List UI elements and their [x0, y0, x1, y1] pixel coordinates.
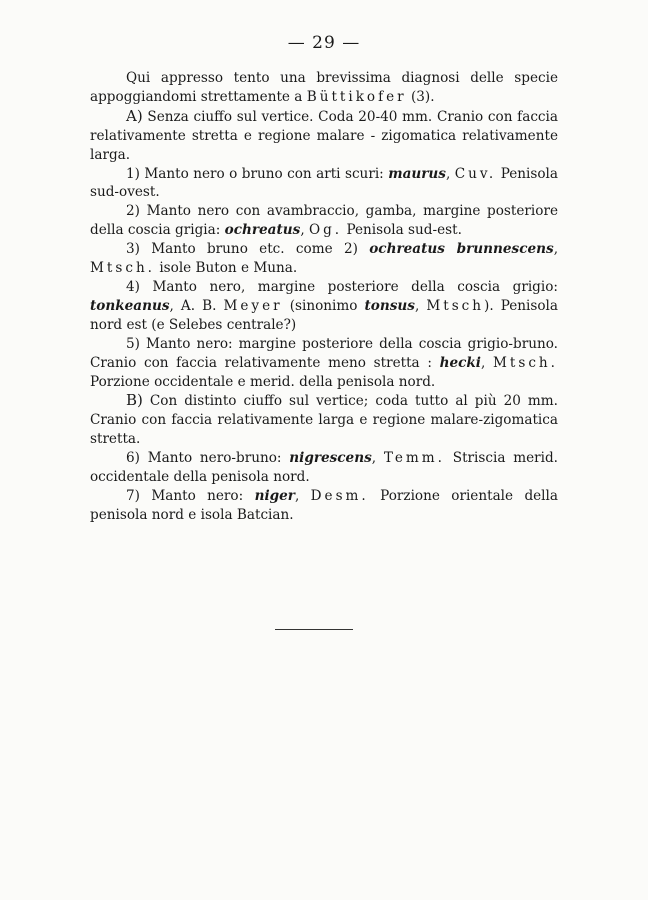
- species-entry-2: [90, 202, 558, 240]
- section-a-text: Senza ciuffo sul vertice. Coda 20-40 mm. Cranio con faccia relativamente stretta e regione malare - zigomatica relativamente larga.: [90, 108, 558, 163]
- entry-text: 5) Manto nero: margine posteriore della coscia grigio-bruno. Cranio con faccia relativamente meno stretta :: [90, 335, 558, 371]
- author-name-2: Mtsch: [426, 297, 485, 314]
- species-name: tonkeanus: [90, 297, 170, 314]
- author-name: Mtsch.: [492, 354, 558, 371]
- entry-text: 7) Manto nero:: [126, 487, 255, 504]
- entry-separator: , A. B.: [169, 297, 224, 314]
- entry-text: 4) Manto nero, margine posteriore della coscia grigio:: [126, 278, 558, 295]
- species-name: maurus: [388, 165, 446, 182]
- species-name: hecki: [439, 354, 481, 371]
- intro-text: Qui appresso tento una brevissima diagnosi delle specie appoggiandomi strettamente a: [90, 70, 558, 105]
- page-number: — 29 —: [287, 33, 361, 53]
- entry-separator: ,: [294, 487, 311, 504]
- species-entry-6: [90, 449, 558, 487]
- entry-locality: Penisola sud-est.: [342, 222, 462, 239]
- species-entry-4: [90, 278, 558, 335]
- section-b-text: Con distinto ciuffo sul vertice; coda tutto al più 20 mm. Cranio con faccia relativamente larga e regione malare-zigomatica stretta.: [90, 393, 558, 448]
- synonym-name: tonsus: [364, 297, 415, 314]
- intro-paragraph: [90, 69, 558, 107]
- species-entry-3: [90, 240, 558, 278]
- author-name: Cuv.: [454, 165, 497, 182]
- author-name: Temm.: [383, 450, 445, 467]
- species-name: ochreatus brunnescens: [369, 241, 554, 258]
- intro-end: (3).: [406, 88, 435, 105]
- entry-text: 3) Manto bruno etc. come 2): [126, 241, 370, 258]
- entry-separator: ,: [553, 241, 559, 258]
- section-divider: [275, 629, 353, 630]
- entry-text: 6) Manto nero-bruno:: [126, 450, 290, 467]
- entry-separator: ,: [480, 354, 493, 371]
- author-name: Og.: [308, 222, 343, 239]
- author-name: Büttikofer: [306, 88, 407, 105]
- species-entry-7: [90, 487, 558, 525]
- entry-separator: ,: [445, 165, 455, 182]
- entry-synonym-label: (sinonimo: [282, 297, 365, 314]
- entry-locality: ). Penisola nord est (e Selebes centrale?): [90, 297, 558, 333]
- entry-separator-2: ,: [414, 297, 427, 314]
- author-name: Mtsch.: [90, 260, 155, 277]
- species-name: niger: [254, 487, 295, 504]
- author-name: Desm.: [310, 487, 369, 504]
- entry-locality: Penisola sud-ovest.: [90, 165, 558, 201]
- section-b-paragraph: [90, 391, 558, 449]
- species-name: ochreatus: [224, 222, 301, 239]
- entry-text: 2) Manto nero con avambraccio, gamba, margine posteriore della coscia grigia:: [90, 203, 558, 239]
- species-entry-5: [90, 335, 558, 392]
- body-text: [90, 69, 558, 525]
- entry-locality: isole Buton e Muna.: [155, 260, 298, 277]
- species-entry-1: [90, 165, 558, 203]
- entry-text: 1) Manto nero o bruno con arti scuri:: [126, 165, 389, 182]
- entry-separator: ,: [371, 450, 384, 467]
- entry-locality: Porzione orientale della penisola nord e isola Batcian.: [90, 487, 558, 523]
- species-name: nigrescens: [289, 450, 372, 467]
- section-a-paragraph: [90, 107, 558, 165]
- entry-locality: Porzione occidentale e merid. della penisola nord.: [90, 373, 436, 390]
- entry-locality: Striscia merid. occidentale della penisola nord.: [90, 450, 559, 486]
- section-a-label: A): [126, 106, 143, 125]
- entry-separator: ,: [300, 222, 309, 239]
- author-name: Meyer: [223, 297, 283, 314]
- section-b-label: B): [126, 391, 143, 410]
